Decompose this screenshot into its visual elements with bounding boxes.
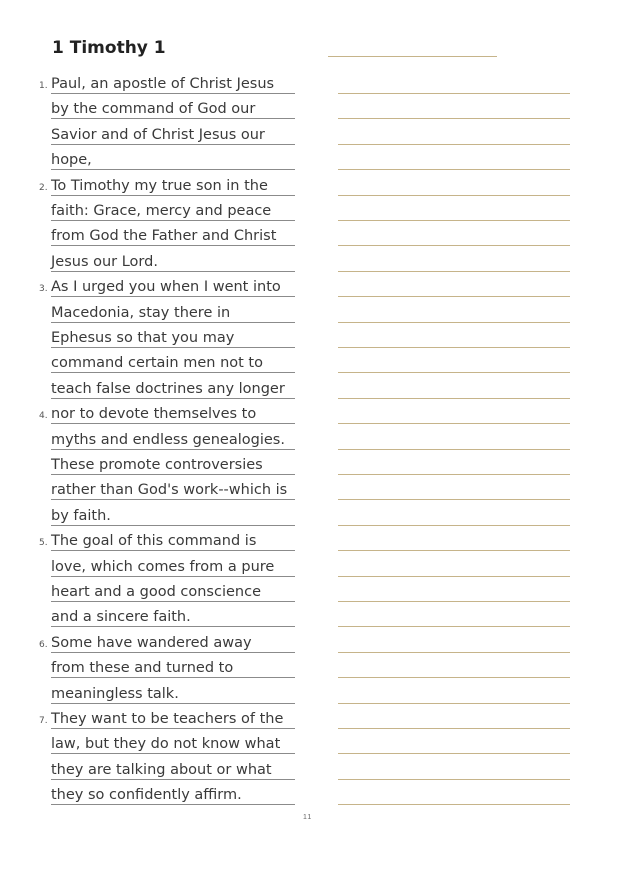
verse-number: 5.	[39, 538, 48, 549]
verse-line-text: Savior and of Christ Jesus our	[51, 126, 265, 143]
verse-line-text: nor to devote themselves to	[51, 406, 257, 423]
verse-line-text: To Timothy my true son in the	[51, 177, 268, 194]
verse-number: 4.	[39, 411, 48, 422]
writing-line[interactable]	[338, 195, 570, 196]
verse-line-text: from God the Father and Christ	[51, 228, 277, 245]
writing-line[interactable]	[338, 372, 570, 373]
verse-line-text: law, but they do not know what	[51, 736, 281, 753]
writing-line[interactable]	[338, 601, 570, 602]
page-number: 11	[303, 814, 313, 821]
verse-line-text: teach false doctrines any longer	[51, 380, 285, 397]
writing-line[interactable]	[338, 499, 570, 500]
verse-line	[51, 348, 295, 373]
writing-line[interactable]	[338, 118, 570, 119]
verse-line-text: rather than God's work--which is	[51, 482, 288, 499]
writing-line[interactable]	[338, 449, 570, 450]
writing-line[interactable]	[338, 576, 570, 577]
writing-line[interactable]	[338, 703, 570, 704]
verse-line-text: they so confidently affirm.	[51, 787, 242, 804]
writing-line[interactable]	[338, 322, 570, 323]
verse-line-text: heart and a good conscience	[51, 584, 261, 600]
verse-line	[51, 374, 295, 399]
verse-line	[51, 323, 295, 348]
verse-line-text: Macedonia, stay there in	[51, 304, 231, 321]
verse-line-text: Jesus our Lord.	[51, 253, 158, 270]
verse-line-text: Paul, an apostle of Christ Jesus	[51, 76, 275, 92]
verse-line-text: The goal of this command is	[51, 533, 257, 550]
verse-line	[51, 298, 295, 323]
verse-line	[51, 425, 295, 450]
verse-line	[51, 729, 295, 754]
verse-line-text: and a sincere faith.	[51, 609, 191, 626]
verse-line	[51, 602, 295, 627]
verse-line	[39, 628, 295, 653]
writing-line[interactable]	[338, 245, 570, 246]
writing-line[interactable]	[338, 677, 570, 678]
verse-line	[39, 526, 295, 551]
verse-line-text: faith: Grace, mercy and peace	[51, 203, 272, 219]
writing-line[interactable]	[338, 474, 570, 475]
writing-line[interactable]	[338, 525, 570, 526]
verse-line	[51, 755, 295, 780]
verse-line-text: They want to be teachers of the	[51, 711, 284, 727]
writing-line[interactable]	[338, 779, 570, 780]
writing-line[interactable]	[338, 423, 570, 424]
verse-line-text: Some have wandered away	[51, 634, 252, 651]
verse-line-text: they are talking about or what	[51, 761, 272, 778]
verse-line	[51, 145, 295, 170]
verse-line	[51, 94, 295, 119]
page-title: 1 Timothy 1	[52, 38, 166, 58]
writing-line[interactable]	[338, 753, 570, 754]
title-writing-line	[328, 56, 497, 57]
verse-line-text: meaningless talk.	[51, 685, 179, 702]
verse-line	[39, 69, 295, 94]
verse-line-text: by faith.	[51, 507, 111, 524]
verse-line	[51, 552, 295, 577]
verse-line-text: love, which comes from a pure	[51, 558, 275, 575]
verse-line-text: from these and turned to	[51, 660, 234, 677]
writing-line[interactable]	[338, 220, 570, 221]
verse-line	[51, 475, 295, 500]
verse-number: 3.	[39, 284, 48, 295]
verse-line	[51, 501, 295, 526]
writing-line[interactable]	[338, 626, 570, 627]
verse-number: 2.	[39, 182, 48, 193]
verse-number: 7.	[39, 716, 48, 726]
verse-line	[51, 450, 295, 475]
writing-line[interactable]	[338, 652, 570, 653]
verse-line	[51, 196, 295, 221]
verse-line-text: myths and endless genealogies.	[51, 431, 285, 448]
writing-line[interactable]	[338, 728, 570, 729]
verse-line-text: command certain men not to	[51, 355, 263, 372]
writing-line[interactable]	[338, 296, 570, 297]
verse-line	[51, 221, 295, 246]
writing-line[interactable]	[338, 169, 570, 170]
verse-line	[51, 679, 295, 704]
verse-line	[51, 247, 295, 272]
writing-line[interactable]	[338, 804, 570, 805]
verse-number: 6.	[39, 639, 48, 650]
writing-line[interactable]	[338, 550, 570, 551]
verse-line	[39, 272, 295, 297]
writing-line[interactable]	[338, 398, 570, 399]
verse-line-text: These promote controversies	[51, 457, 263, 473]
verse-line	[51, 780, 295, 805]
verse-line	[51, 653, 295, 678]
verse-line-text: As I urged you when I went into	[51, 279, 281, 296]
verse-line	[39, 399, 295, 424]
verse-line	[39, 171, 295, 196]
verse-line	[39, 704, 295, 729]
writing-line[interactable]	[338, 144, 570, 145]
verse-line	[51, 577, 295, 602]
verse-line-text: Ephesus so that you may	[51, 330, 235, 346]
verse-line	[51, 120, 295, 145]
writing-line[interactable]	[338, 347, 570, 348]
verse-line-text: by the command of God our	[51, 101, 256, 118]
writing-line[interactable]	[338, 93, 570, 94]
verse-line-text: hope,	[51, 152, 92, 169]
writing-line[interactable]	[338, 271, 570, 272]
verse-number: 1.	[39, 81, 48, 91]
